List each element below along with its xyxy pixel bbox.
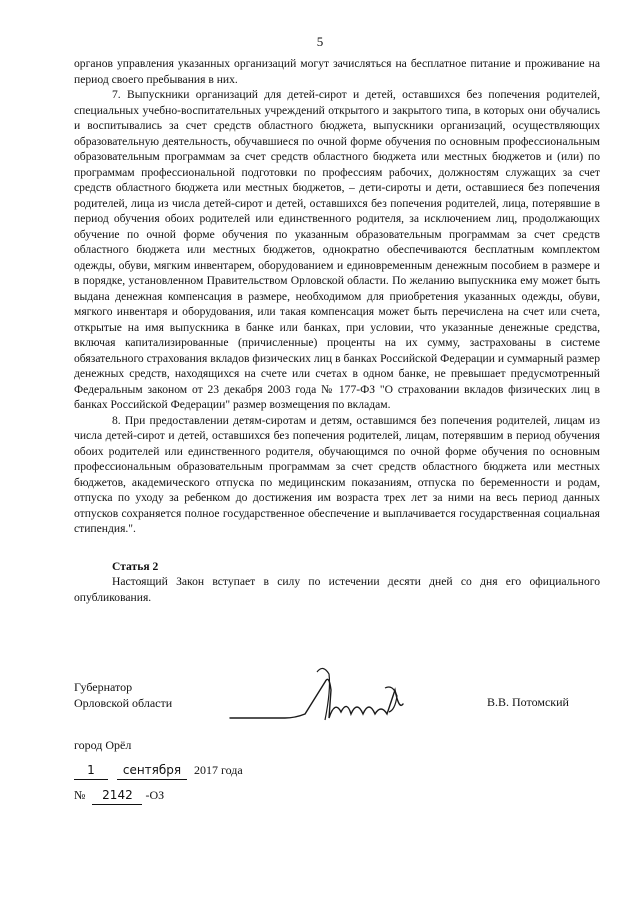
paragraph-7: 7. Выпускники организаций для детей-сирот и детей, оставшихся без попечения родителей, специальных учебно-воспитательных учреждений открытого и закрытого типа, в которых они обучались и воспитывались за счет средств областного бюджета, выпускники организаций, осуществляющих образовательную деятельность, обучавшиеся по очной форме обучения по основным профессиональным образовательным программам за счет средств областного бюджета или местных бюджетов и (или) по программам профессиональной подготовки по профессиям рабочих, должностям служащих за счет средств областного бюджета или местных бюджетов, – дети-сироты и дети, оставшиеся без попечения родителей, лица из числа детей-сирот и детей, оставшихся без попечения родителей, лица, потерявшие в период обучения обоих родителей или единственного родителя, за исключением лиц, продолжающих обучение по очной форме обучения по указанным образовательным программам за счет средств областного бюджета или местных бюджетов, однократно обеспечиваются бесплатным комплектом одежды, обуви, мягким инвентарем, оборудованием и единовременным денежным пособием в размере и в порядке, установленном Правительством Орловской области. По желанию выпускника ему может быть выдана денежная компенсация в размере, необходимом для приобретения указанных одежды, обуви, мягкого инвентаря и оборудования, или такая компенсация может быть перечислена на счет или счета, открытые на имя выпускника в банке или банках, при условии, что указанные денежные средства, включая капитализированные (причисленные) проценты на их сумму, застрахованы в системе обязательного страхования вкладов физических лиц в банках Российской Федерации и суммарный размер денежных средств, находящихся на счете или счетах в одном банке, не превышает предусмотренный Федеральным законом от 23 декабря 2003 года № 177-ФЗ "О страховании вкладов физических лиц в банках Российской Федерации" размер возмещения по вкладам. (74, 88, 600, 411)
date-year: 2017 года (194, 763, 243, 777)
date-day: 1 (74, 763, 108, 780)
document-body (74, 56, 600, 605)
paragraph-continuation: органов управления указанных организаций могут зачисляться на бесплатное питание и проживание на период своего пребывания в них. (74, 57, 600, 86)
signatory-title (74, 680, 172, 711)
article-title: Статья 2 (112, 559, 159, 573)
article-text: Настоящий Закон вступает в силу по истечении десяти дней со дня его официального опубликования. (74, 575, 600, 604)
signatory-name: В.В. Потомский (487, 695, 569, 709)
city-label: город Орёл (74, 738, 132, 752)
date-line (74, 763, 243, 780)
law-number-line (74, 788, 164, 805)
paragraph-8: 8. При предоставлении детям-сиротам и детям, оставшимся без попечения родителей, лицам из числа детей-сирот и детей, оставшихся без попечения родителей, лицам, потерявшим в период обучения обоих родителей или единственного родителя, обучающимся по очной форме обучения по основным профессиональным образовательным программам за счет средств областного бюджета или местных бюджетов, академического отпуска по медицинским показаниям, отпуска по беременности и родам, отпуска по уходу за ребенком до достижения им возраста трех лет за ними на весь период данных отпусков сохраняется полное государственное обеспечение и выплачивается государственная социальная стипендия.". (74, 413, 600, 535)
signatory-title-line2: Орловской области (74, 695, 173, 710)
law-number: 2142 (92, 788, 142, 805)
number-prefix: № (74, 788, 86, 802)
number-suffix: -ОЗ (145, 788, 165, 802)
handwritten-signature (225, 660, 415, 740)
date-month: сентября (117, 763, 187, 780)
signatory-title-line1: Губернатор (74, 680, 133, 694)
page-number: 5 (316, 34, 324, 49)
